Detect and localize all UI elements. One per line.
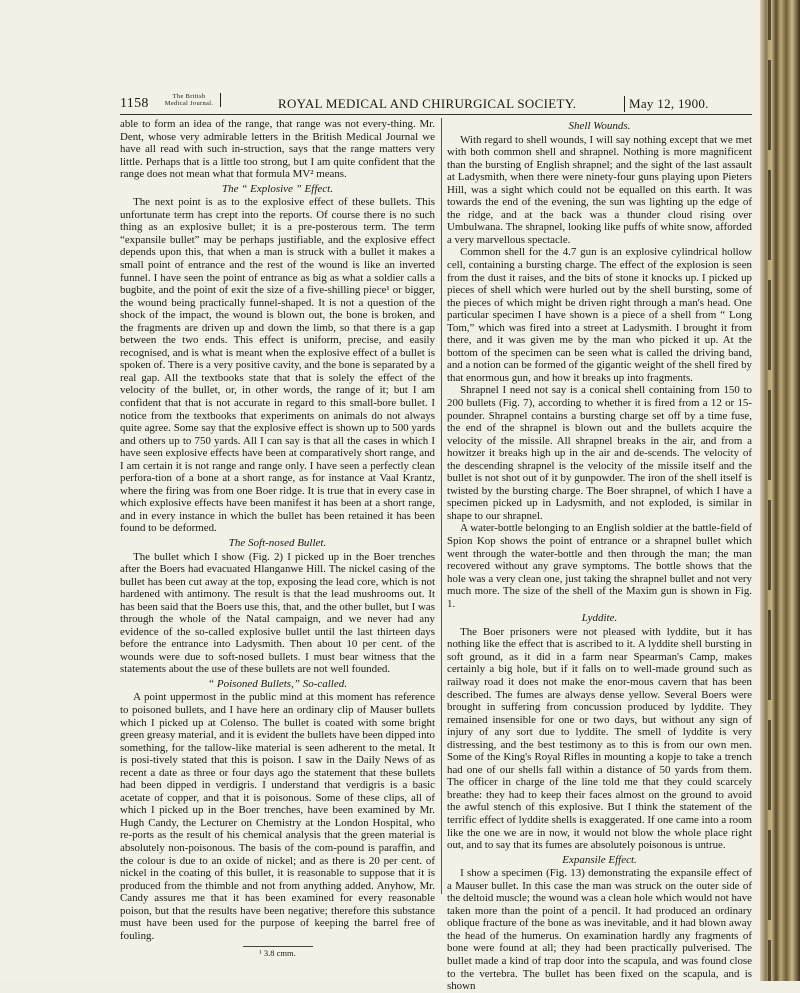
column-divider: [441, 118, 442, 894]
section-heading: “ Poisoned Bullets,” So-called.: [207, 677, 347, 690]
paragraph: Shrapnel I need not say is a conical shell containing from 150 to 200 bullets (Fig. 7), according to whether it is fired from a 12 or 15-pounder. Shrapnel contains a bursting charge set off by a time fuse, the end of the shrapnel is blown out and the bullets acquire the velocity of the missile. All shrapnel breaks in the air, and from a howitzer it breaks high up in the air and de-scends. The velocity of the descending shrapnel is the velocity of the missile itself and the bullet is not shot out of it by gunpowder. The iron of the shell itself is twisted by the bursting charge. The Boer shrapnel, of which I have a specimen picked up in Ladysmith, and not exploded, is similar in shape to our shrapnel.: [447, 384, 752, 522]
section-heading: Expansile Effect.: [562, 853, 637, 866]
section-heading: Lyddite.: [581, 612, 618, 625]
paragraph: able to form an idea of the range, that range was not every-thing. Mr. Dent, whose very admirable letters in the British Medical Journal we have all read with such in-struction, says that the range matters very little. Perhaps that is a little too strong, but I am quite confident that the range does not mean what that formula MV² means.: [120, 118, 435, 181]
paragraph: The bullet which I show (Fig. 2) I picked up in the Boer trenches after the Boers had evacuated Hlanganwe Hill. The nickel casing of the bullet has been cut away at the top, exposing the lead core, which is not hardened with antimony. The result is that the lead mushrooms out. It has been said that the Boers use this, that, and the other bullet, but I was through the whole of the Natal campaign, and we never had any evidence of the so-called explosive bullet until the last thirteen days before the entrance into Ladysmith. Then about 10 per cent. of the wounds were due to soft-nosed bullets. I must bear witness that the statements about the use of these bullets are not well founded.: [120, 550, 435, 676]
running-header: [120, 93, 750, 115]
footnote: ¹ 3.8 cmm.: [259, 948, 296, 959]
paragraph: With regard to shell wounds, I will say nothing except that we met with both common shell and shrapnel. Nothing is more magnificent than the bursting of English shrapnel; and the sight of the last assault at Ladysmith, when there were ninety-four guns playing upon Pieters Hill, was a sight which could not be equalled on this earth. It was towards the end of the evening, the sun was lighting up the edge of the ridge, and at the back was a thunder cloud rising over Umbulwana. The shrapnel, looking like puffs of white snow, afforded a very marvellous spectacle.: [447, 133, 752, 246]
journal-name-top: The British: [172, 93, 206, 100]
footnote-rule: [243, 946, 313, 947]
page-number: 1158: [120, 96, 149, 111]
section-title: ROYAL MEDICAL AND CHIRURGICAL SOCIETY.: [278, 96, 577, 111]
section-heading: Shell Wounds.: [568, 120, 631, 132]
paragraph: The Boer prisoners were not pleased with lyddite, but it has nothing like the effect that is ascribed to it. A lyddite shell bursting in soft ground, as it did in a farm near Spearman's Camp, makes certainly a big hole, but if it falls on to well-made ground such as railway road it does not make the enor-mous cavern that has been described. The fumes are always dense yellow. Several Boers were brought in suffering from concussion produced by lyddite. They remained insensible for one or two days, but without any sign of injury of any sort due to lyddite. The smell of lyddite is very distressing, and the best testimony as to this is from our own men. Some of the King's Royal Rifles in mounting a kopje to take a trench had one of our shells fall within a distance of 50 yards from them. The officer in charge of the line told me that they could scarcely breathe: they had to keep their faces almost on the ground to avoid the awful stench of this explosive. But I think the statement of the terrific effect of lyddite shells is exaggerated. If one came into a room like the one we are in now, it would not blow the whole place right out, and to say that its fumes are absolutely poisonous is untrue.: [447, 625, 752, 852]
header-rule: [120, 114, 752, 115]
journal-name: [160, 93, 221, 107]
journal-name-bottom: Medical Journal.: [164, 100, 214, 107]
paragraph: Common shell for the 4.7 gun is an explosive cylindrical hollow cell, containing a bursting charge. The effect of the explosion is seen from the dust it raises, and the bits of stone it knocks up. I picked up pieces of shell which were hurled out by the shell bursting, some of the pieces of which might be driven right through a man's head. One particular specimen I have shown is a piece of a shell from “ Long Tom,” which was fired into a street at Ladysmith. I brought it from there, and it was given me by the man who picked it up. At the bottom of the specimen can be seen what is called the driving band, and a notion can be formed of the gigantic weight of the shell fired by that enormous gun, and how it breaks up into fragments.: [447, 246, 752, 384]
paragraph: A water-bottle belonging to an English soldier at the battle-field of Spion Kop shows the point of entrance or a shrapnel bullet which went through the water-bottle and then through the man; the man recovered without any grave symptoms. The bottle shows that the hole was a very clean one, just taking the shrapnel bullet and not very much more. The size of the shell of the Maxim gun is shown in Fig. 1.: [447, 522, 752, 610]
book-binding-edge: [760, 0, 800, 981]
right-column: [447, 118, 752, 993]
issue-date: May 12, 1900.: [624, 96, 709, 112]
paragraph: A point uppermost in the public mind at this moment has reference to poisoned bullets, and I have here an ordinary clip of Mauser bullets which I picked up at Colenso. The bullet is coated with some bright green greasy material, and it is evident the bullets have been dipped into something, for the tallow-like material is seen adherent to the metal. It is posi-tively stated that this is poison. I saw in the Daily News of as recent a date as three or four days ago the statement that these bullets had been dipped in verdigris. I understand that verdigris is a basic acetate of copper, and that it is poisonous. Some of these clips, all of which I picked up in the Boer trenches, have been examined by Mr. Hugh Candy, the Lecturer on Chemistry at the London Hospital, who re-ports as the result of his chemical analysis that the green material is absolutely non-poisonous. The basis of the com-pound is paraffin, and the colour is due to an oxide of nickel; and as there is 20 per cent. of nickel in the coating of this bullet, it is reasonable to suppose that it is produced from the thimble and not from anything added. Anyhow, Mr. Candy assures me that it has been examined for every reasonable poison, but that the results have been negative; therefore this substance must have been used for the purpose of keeping the barrel free of fouling.: [120, 691, 435, 942]
left-column: [120, 118, 435, 958]
paragraph: I show a specimen (Fig. 13) demonstrating the expansile effect of a Mauser bullet. In this case the man was struck on the outer side of the deltoid muscle; the wound was a clean hole which would not have taken more than the point of a pencil. It had produced an ordinary oblique fracture of the bone as was inevitable, and it had blown away the head of the humerus. On examination hardly any fragments of bone were found at all; they had been practically pulverised. The bullet made a kind of trap door into the scapula, and was found close to the vertebra. The bullet has been fixed on the scapula, and is shown: [447, 867, 752, 993]
paragraph: The next point is as to the explosive effect of these bullets. This unfortunate term has crept into the reports. Of course there is no such thing as an explosive bullet; it is a pre-posterous term. The term “expansile bullet” may be perhaps justifiable, and the explosive effect depends upon this, that when a man is struck with a bullet it makes a small point of entrance and the rest of the wound is like an inverted funnel. I have seen the point of entrance as big as what a soldier calls a bugbite, and the point of exit the size of a five-shilling piece¹ or bigger, the wound being practically funnel-shaped. It is not a question of the shock of the impact, the wound is blown out, the bone is broken, and the fragments are driven up and down the limb, so that there is a gap between the two ends. This effect is uniform, precise, and easily recognised, and is what is meant when the explosive effect of a bullet is spoken of. There is a very positive cavity, and the bone is separated by a real gap. All the textbooks state that that is solely the effect of the velocity of the bullet, or, in other words, the range of it; but I am confident that that is not accurate in regard to this small-bore bullet. I notice from the textbooks that experiments on animals do not always quite agree. Some say that the explosive effect is shown up to 500 yards and others up to 750 yards. All I can say is that all the cases in which I have seen explosive effects have been at comparatively short range, and I am certain it is not range and range only. I have seen a perfectly clean perfora-tion of a bone at a short range, as for instance at Vaal Krantz, where the firing was from one Boer ridge. It is true that in every case in which explosive effects have been manifest it has been at a short range, and in every instance in which the bullet has been retained it has been found to be deformed.: [120, 196, 435, 535]
section-heading: The Soft-nosed Bullet.: [228, 537, 327, 549]
section-heading: The “ Explosive ” Effect.: [222, 182, 333, 195]
